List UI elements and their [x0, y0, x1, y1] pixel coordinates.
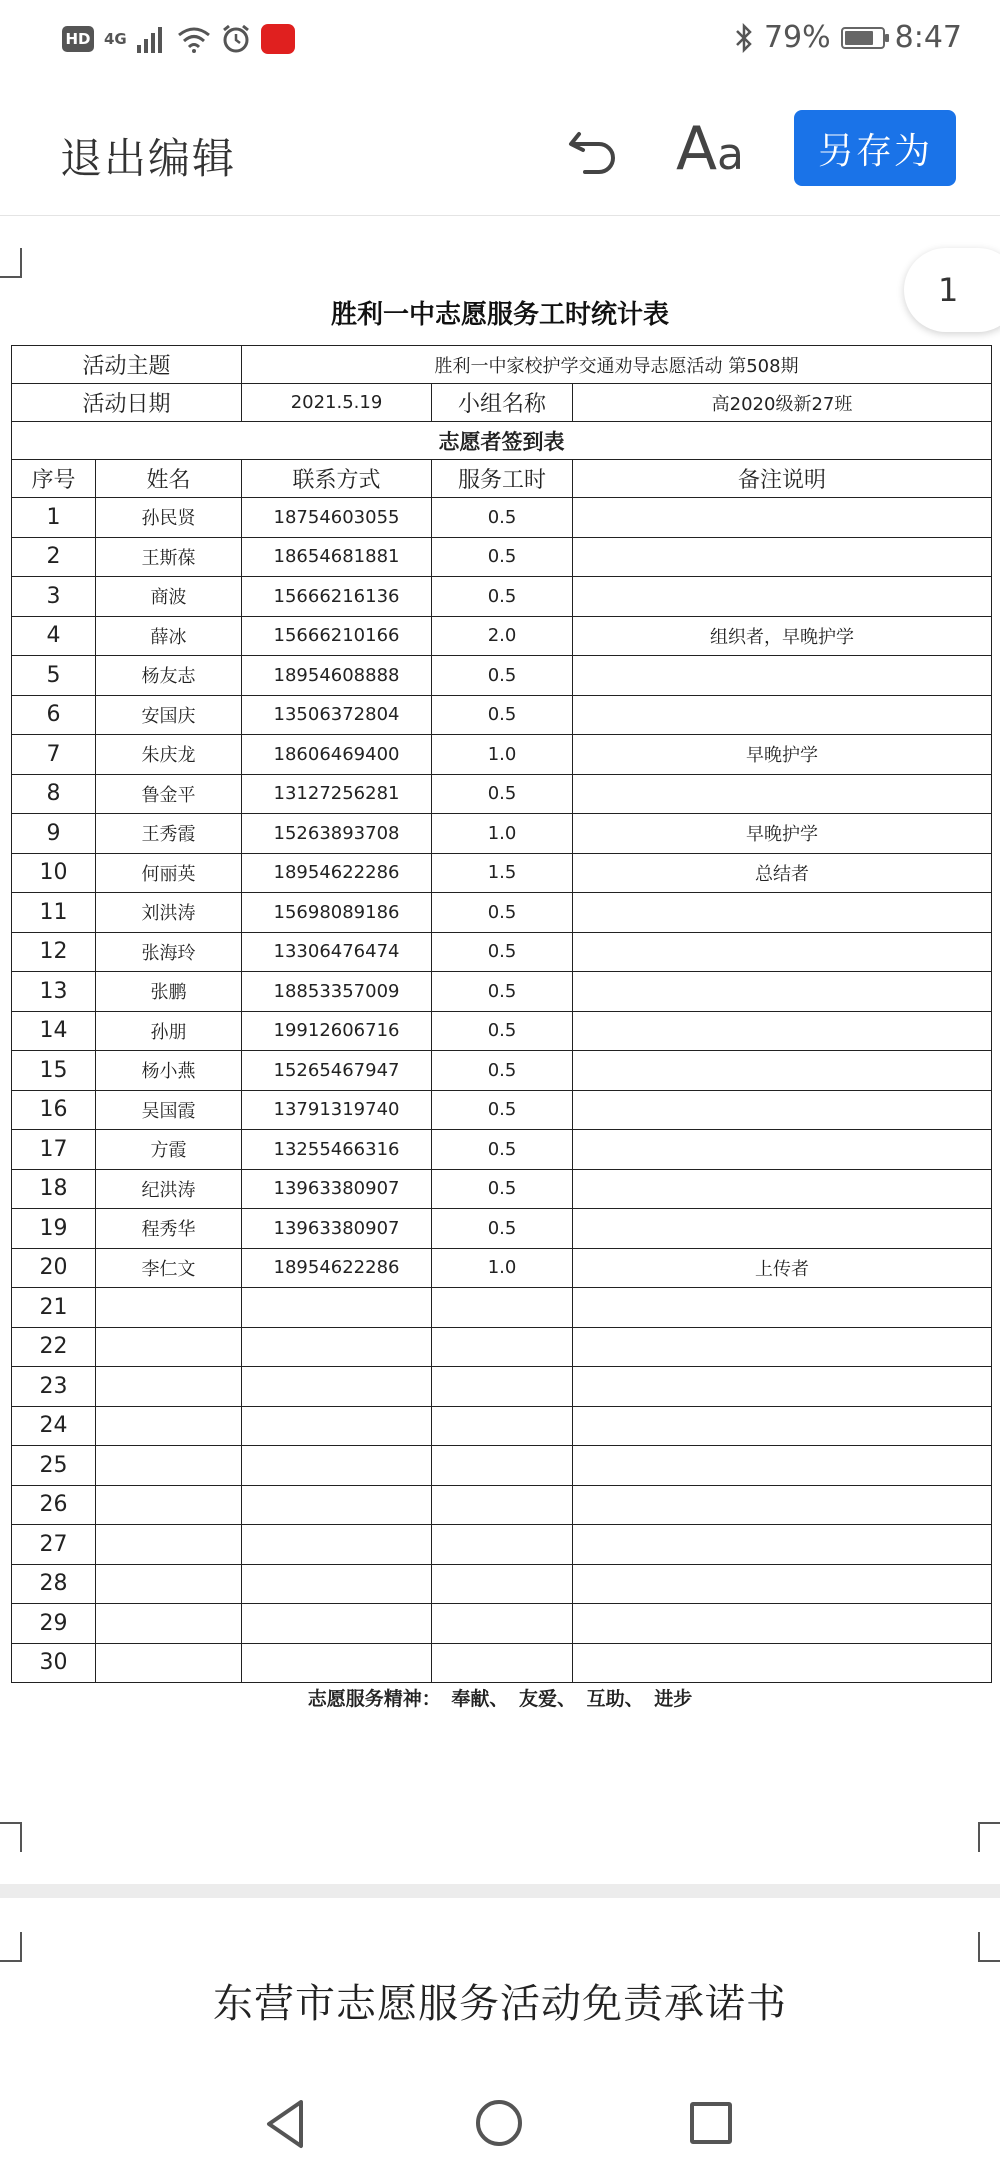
cell-no[interactable]: 18 — [12, 1169, 96, 1209]
cell-phone[interactable] — [242, 1327, 432, 1367]
status-left — [62, 24, 295, 54]
cell-note[interactable] — [573, 1169, 992, 1209]
cell-note[interactable] — [573, 1446, 992, 1486]
cell-no[interactable]: 6 — [12, 695, 96, 735]
table-row — [12, 1327, 992, 1367]
cell-phone[interactable]: 13963380907 — [242, 1209, 432, 1249]
undo-icon[interactable] — [565, 120, 625, 180]
cell-phone[interactable] — [242, 1288, 432, 1328]
column-header-row — [12, 460, 992, 498]
cell-note[interactable] — [573, 1367, 992, 1407]
cell-note[interactable] — [573, 1090, 992, 1130]
hd-badge: HD — [62, 26, 94, 52]
cell-hours[interactable] — [432, 1406, 573, 1446]
cell-no[interactable]: 16 — [12, 1090, 96, 1130]
cell-hours[interactable] — [432, 1604, 573, 1644]
crop-mark — [978, 1822, 1000, 1852]
cell-phone[interactable]: 18954608888 — [242, 656, 432, 696]
crop-mark — [0, 248, 22, 278]
table-row — [12, 1248, 992, 1288]
cell-name[interactable]: 杨友志 — [96, 656, 242, 696]
clock: 8:47 — [894, 20, 962, 55]
cell-phone[interactable] — [242, 1485, 432, 1525]
cell-name[interactable]: 刘洪涛 — [96, 893, 242, 933]
cell-hours[interactable]: 2.0 — [432, 616, 573, 656]
recent-apps-icon[interactable] — [690, 2102, 732, 2144]
table-row — [12, 656, 992, 696]
cell-no[interactable]: 20 — [12, 1248, 96, 1288]
cell-phone[interactable]: 15666210166 — [242, 616, 432, 656]
cell-hours[interactable] — [432, 1327, 573, 1367]
topic-value[interactable]: 胜利一中家校护学交通劝导志愿活动 第508期 — [242, 346, 992, 384]
group-label[interactable]: 小组名称 — [432, 384, 573, 422]
cell-name[interactable] — [96, 1446, 242, 1486]
cell-hours[interactable]: 0.5 — [432, 695, 573, 735]
cell-no[interactable]: 27 — [12, 1525, 96, 1565]
alarm-icon — [221, 24, 251, 54]
cell-no[interactable]: 1 — [12, 498, 96, 538]
cell-hours[interactable]: 0.5 — [432, 1011, 573, 1051]
cell-hours[interactable]: 1.0 — [432, 814, 573, 854]
cell-phone[interactable] — [242, 1564, 432, 1604]
volunteer-hours-table[interactable] — [11, 345, 992, 1683]
cell-no[interactable]: 19 — [12, 1209, 96, 1249]
cell-phone[interactable]: 18954622286 — [242, 853, 432, 893]
table-row — [12, 1011, 992, 1051]
cell-phone[interactable]: 18754603055 — [242, 498, 432, 538]
cell-no[interactable]: 15 — [12, 1051, 96, 1091]
cell-hours[interactable] — [432, 1643, 573, 1683]
cell-name[interactable]: 李仁文 — [96, 1248, 242, 1288]
cell-hours[interactable] — [432, 1564, 573, 1604]
table-row — [12, 972, 992, 1012]
cell-phone[interactable]: 13306476474 — [242, 932, 432, 972]
cell-no[interactable]: 13 — [12, 972, 96, 1012]
cell-no[interactable]: 14 — [12, 1011, 96, 1051]
cell-no[interactable]: 25 — [12, 1446, 96, 1486]
editor-toolbar — [0, 84, 1000, 216]
cell-name[interactable]: 方霞 — [96, 1130, 242, 1170]
table-row — [12, 1564, 992, 1604]
cell-hours[interactable]: 1.0 — [432, 735, 573, 775]
cell-name[interactable] — [96, 1406, 242, 1446]
cell-no[interactable]: 24 — [12, 1406, 96, 1446]
cell-name[interactable] — [96, 1564, 242, 1604]
cell-phone[interactable]: 15265467947 — [242, 1051, 432, 1091]
cell-name[interactable]: 张鹏 — [96, 972, 242, 1012]
cell-phone[interactable] — [242, 1446, 432, 1486]
cell-note[interactable] — [573, 1209, 992, 1249]
table-row — [12, 853, 992, 893]
cell-name[interactable] — [96, 1288, 242, 1328]
table-row — [12, 1130, 992, 1170]
cell-name[interactable]: 朱庆龙 — [96, 735, 242, 775]
crop-mark — [0, 1822, 22, 1852]
table-row — [12, 1604, 992, 1644]
bluetooth-icon — [734, 23, 754, 53]
table-row — [12, 1209, 992, 1249]
cell-note[interactable] — [573, 1643, 992, 1683]
cell-hours[interactable] — [432, 1446, 573, 1486]
cell-no[interactable]: 11 — [12, 893, 96, 933]
cell-note[interactable] — [573, 1406, 992, 1446]
cell-no[interactable]: 17 — [12, 1130, 96, 1170]
cell-name[interactable] — [96, 1604, 242, 1644]
col-header-hours[interactable]: 服务工时 — [432, 460, 573, 498]
cell-note[interactable] — [573, 656, 992, 696]
page-number-badge[interactable]: 1 — [904, 248, 1000, 332]
cell-name[interactable] — [96, 1327, 242, 1367]
cell-note[interactable] — [573, 577, 992, 617]
cell-note[interactable]: 早晚护学 — [573, 814, 992, 854]
cell-no[interactable]: 30 — [12, 1643, 96, 1683]
cell-hours[interactable]: 0.5 — [432, 1169, 573, 1209]
cell-hours[interactable]: 0.5 — [432, 1051, 573, 1091]
cell-no[interactable]: 7 — [12, 735, 96, 775]
date-label[interactable]: 活动日期 — [12, 384, 242, 422]
cell-no[interactable]: 12 — [12, 932, 96, 972]
cell-note[interactable] — [573, 774, 992, 814]
cell-phone[interactable]: 18606469400 — [242, 735, 432, 775]
cell-note[interactable] — [573, 1051, 992, 1091]
table-row — [12, 814, 992, 854]
font-small-a: a — [717, 129, 745, 180]
cell-name[interactable] — [96, 1485, 242, 1525]
cell-name[interactable]: 薛冰 — [96, 616, 242, 656]
cell-hours[interactable]: 0.5 — [432, 656, 573, 696]
system-nav-bar — [0, 2060, 1000, 2167]
cell-name[interactable]: 张海玲 — [96, 932, 242, 972]
font-size-button[interactable] — [676, 114, 744, 184]
cell-note[interactable] — [573, 1604, 992, 1644]
service-spirit-footer[interactable]: 志愿服务精神： 奉献、 友爱、 互助、 进步 — [307, 1688, 693, 1710]
cell-note[interactable]: 早晚护学 — [573, 735, 992, 775]
cell-name[interactable]: 何丽英 — [96, 853, 242, 893]
group-value[interactable]: 高2020级新27班 — [573, 384, 992, 422]
cell-name[interactable]: 安国庆 — [96, 695, 242, 735]
battery-percent: 79% — [763, 20, 831, 55]
cell-note[interactable] — [573, 1288, 992, 1328]
cell-note[interactable] — [573, 1525, 992, 1565]
cell-phone[interactable] — [242, 1406, 432, 1446]
cell-phone[interactable]: 15698089186 — [242, 893, 432, 933]
next-page-title[interactable]: 东营市志愿服务活动免责承诺书 — [213, 1981, 787, 2027]
date-value[interactable]: 2021.5.19 — [242, 384, 432, 422]
cell-hours[interactable]: 0.5 — [432, 577, 573, 617]
cell-note[interactable] — [573, 1485, 992, 1525]
cell-note[interactable] — [573, 1327, 992, 1367]
table-row — [12, 1367, 992, 1407]
back-icon[interactable] — [263, 2098, 307, 2150]
cell-note[interactable] — [573, 537, 992, 577]
signal-label: 4G — [104, 30, 127, 48]
table-row — [12, 893, 992, 933]
cell-note[interactable] — [573, 1564, 992, 1604]
cell-note[interactable] — [573, 932, 992, 972]
cell-note[interactable] — [573, 695, 992, 735]
cell-phone[interactable]: 13127256281 — [242, 774, 432, 814]
table-row — [12, 1643, 992, 1683]
cell-phone[interactable] — [242, 1367, 432, 1407]
cell-phone[interactable] — [242, 1643, 432, 1683]
cell-phone[interactable]: 15263893708 — [242, 814, 432, 854]
table-row — [12, 1446, 992, 1486]
cell-signal-icon — [137, 25, 167, 53]
cell-name[interactable]: 程秀华 — [96, 1209, 242, 1249]
crop-mark — [978, 1932, 1000, 1962]
cell-phone[interactable]: 18954622286 — [242, 1248, 432, 1288]
cell-hours[interactable]: 1.0 — [432, 1248, 573, 1288]
cell-no[interactable]: 21 — [12, 1288, 96, 1328]
battery-fill — [845, 31, 873, 45]
cell-note[interactable] — [573, 1130, 992, 1170]
col-header-name[interactable]: 姓名 — [96, 460, 242, 498]
cell-phone[interactable]: 13791319740 — [242, 1090, 432, 1130]
status-right — [734, 20, 962, 55]
battery-icon — [841, 27, 885, 49]
document-title[interactable]: 胜利一中志愿服务工时统计表 — [330, 300, 669, 330]
cell-hours[interactable] — [432, 1485, 573, 1525]
table-row — [12, 932, 992, 972]
table-row — [12, 1288, 992, 1328]
cell-name[interactable]: 纪洪涛 — [96, 1169, 242, 1209]
cell-phone[interactable]: 13255466316 — [242, 1130, 432, 1170]
cell-no[interactable]: 5 — [12, 656, 96, 696]
cell-no[interactable]: 26 — [12, 1485, 96, 1525]
cell-no[interactable]: 9 — [12, 814, 96, 854]
cell-hours[interactable]: 0.5 — [432, 1209, 573, 1249]
cell-hours[interactable]: 0.5 — [432, 1130, 573, 1170]
cell-phone[interactable]: 13963380907 — [242, 1169, 432, 1209]
cell-hours[interactable]: 0.5 — [432, 1090, 573, 1130]
crop-mark — [0, 1932, 22, 1962]
save-as-button[interactable]: 另存为 — [794, 110, 956, 186]
col-header-phone[interactable]: 联系方式 — [242, 460, 432, 498]
home-icon[interactable] — [476, 2100, 522, 2146]
table-row — [12, 1169, 992, 1209]
cell-name[interactable]: 鲁金平 — [96, 774, 242, 814]
table-row — [12, 1090, 992, 1130]
cell-phone[interactable]: 13506372804 — [242, 695, 432, 735]
cell-phone[interactable]: 15666216136 — [242, 577, 432, 617]
page-separator — [0, 1884, 1000, 1898]
cell-no[interactable]: 3 — [12, 577, 96, 617]
cell-name[interactable] — [96, 1367, 242, 1407]
cell-phone[interactable] — [242, 1525, 432, 1565]
status-bar — [0, 0, 1000, 84]
cell-no[interactable]: 10 — [12, 853, 96, 893]
cell-note[interactable]: 上传者 — [573, 1248, 992, 1288]
table-row — [12, 616, 992, 656]
cell-name[interactable]: 王秀霞 — [96, 814, 242, 854]
col-header-no[interactable]: 序号 — [12, 460, 96, 498]
topic-label[interactable]: 活动主题 — [12, 346, 242, 384]
cell-note[interactable]: 总结者 — [573, 853, 992, 893]
cell-phone[interactable]: 19912606716 — [242, 1011, 432, 1051]
cell-name[interactable]: 孙朋 — [96, 1011, 242, 1051]
cell-note[interactable] — [573, 1011, 992, 1051]
cell-note[interactable]: 组织者，早晚护学 — [573, 616, 992, 656]
cell-no[interactable]: 4 — [12, 616, 96, 656]
cell-hours[interactable] — [432, 1367, 573, 1407]
cell-name[interactable]: 吴国霞 — [96, 1090, 242, 1130]
cell-name[interactable]: 杨小燕 — [96, 1051, 242, 1091]
cell-phone[interactable]: 18654681881 — [242, 537, 432, 577]
cell-hours[interactable]: 0.5 — [432, 537, 573, 577]
wifi-icon — [177, 25, 211, 53]
cell-name[interactable]: 王斯葆 — [96, 537, 242, 577]
cell-note[interactable] — [573, 498, 992, 538]
table-row — [12, 1525, 992, 1565]
cell-no[interactable]: 22 — [12, 1327, 96, 1367]
table-row — [12, 577, 992, 617]
exit-edit-button[interactable]: 退出编辑 — [60, 134, 237, 183]
cell-name[interactable]: 商波 — [96, 577, 242, 617]
font-big-a: A — [676, 114, 718, 184]
cell-phone[interactable] — [242, 1604, 432, 1644]
app-notification-icon — [261, 24, 295, 54]
table-row — [12, 774, 992, 814]
table-row — [12, 695, 992, 735]
cell-no[interactable]: 28 — [12, 1564, 96, 1604]
cell-no[interactable]: 8 — [12, 774, 96, 814]
cell-hours[interactable]: 0.5 — [432, 932, 573, 972]
cell-name[interactable] — [96, 1643, 242, 1683]
cell-hours[interactable]: 1.5 — [432, 853, 573, 893]
table-row — [12, 537, 992, 577]
section-title[interactable]: 志愿者签到表 — [12, 422, 992, 460]
cell-phone[interactable]: 18853357009 — [242, 972, 432, 1012]
table-row — [12, 1051, 992, 1091]
cell-hours[interactable] — [432, 1525, 573, 1565]
col-header-note[interactable]: 备注说明 — [573, 460, 992, 498]
cell-name[interactable] — [96, 1525, 242, 1565]
table-row — [12, 498, 992, 538]
cell-note[interactable] — [573, 972, 992, 1012]
cell-hours[interactable]: 0.5 — [432, 893, 573, 933]
cell-name[interactable]: 孙民贤 — [96, 498, 242, 538]
table-row — [12, 1485, 992, 1525]
cell-hours[interactable] — [432, 1288, 573, 1328]
cell-no[interactable]: 29 — [12, 1604, 96, 1644]
cell-hours[interactable]: 0.5 — [432, 774, 573, 814]
table-row — [12, 1406, 992, 1446]
cell-hours[interactable]: 0.5 — [432, 498, 573, 538]
cell-no[interactable]: 23 — [12, 1367, 96, 1407]
table-row — [12, 735, 992, 775]
cell-hours[interactable]: 0.5 — [432, 972, 573, 1012]
cell-note[interactable] — [573, 893, 992, 933]
cell-no[interactable]: 2 — [12, 537, 96, 577]
